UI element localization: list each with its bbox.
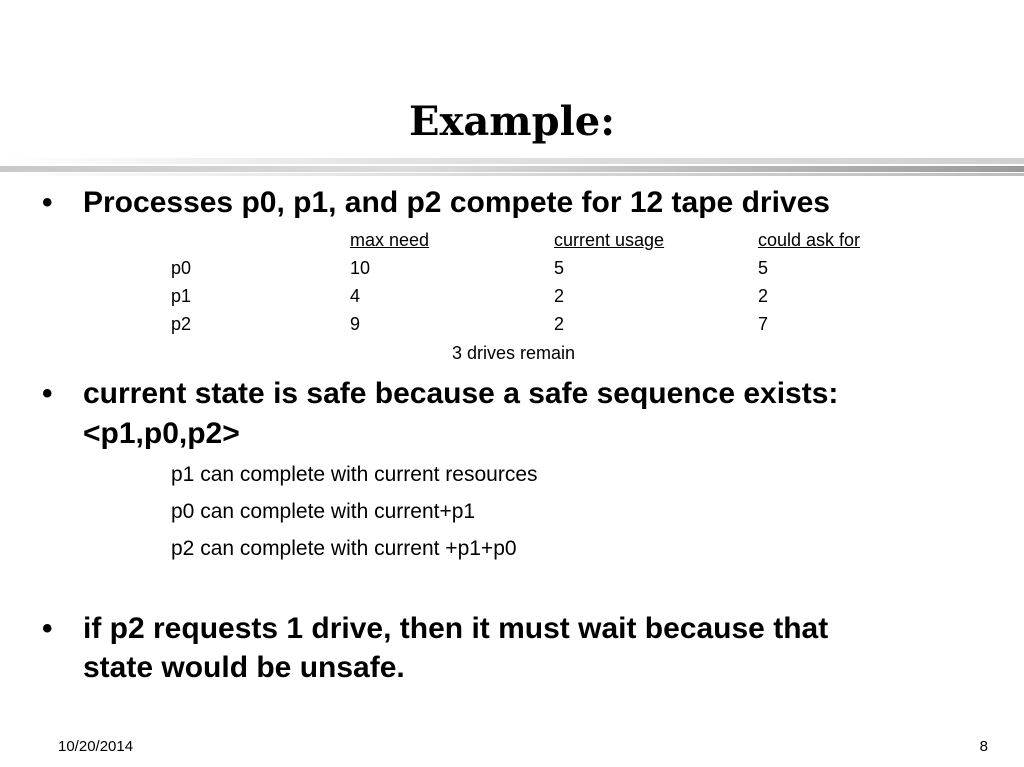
bullet-text-3-line-1: if p2 requests 1 drive, then it must wait because that (83, 612, 829, 645)
sub-item-2: p0 can complete with current+p1 (171, 500, 476, 523)
bullet-text-1: Processes p0, p1, and p2 compete for 12 tape drives (83, 186, 830, 219)
bullet-marker-2: • (42, 377, 53, 410)
table-cell-could-ask-for: 2 (758, 286, 769, 306)
bullet-text-2-line-2: <p1,p0,p2> (83, 417, 240, 450)
sub-item-1: p1 can complete with current resources (171, 463, 538, 486)
table-cell-current-usage: 2 (554, 286, 565, 306)
table-cell-process: p0 (171, 258, 192, 278)
table-cell-could-ask-for: 7 (758, 314, 769, 334)
title-divider (0, 158, 1024, 176)
table-cell-could-ask-for: 5 (758, 258, 769, 278)
table-cell-current-usage: 2 (554, 314, 565, 334)
table-cell-max-need: 4 (350, 286, 361, 306)
table-header-max-need: max need (350, 230, 430, 250)
footer-page-number: 8 (979, 738, 988, 755)
table-cell-process: p2 (171, 314, 192, 334)
table-note: 3 drives remain (452, 343, 576, 363)
bullet-text-2-line-1: current state is safe because a safe sequence exists: (83, 377, 839, 410)
table-cell-current-usage: 5 (554, 258, 565, 278)
slide-title: Example: (409, 98, 615, 145)
table-header-current-usage: current usage (554, 230, 665, 250)
table-header-could-ask-for: could ask for (758, 230, 861, 250)
table-cell-max-need: 10 (350, 258, 371, 278)
table-cell-process: p1 (171, 286, 192, 306)
table-cell-max-need: 9 (350, 314, 361, 334)
footer-date: 10/20/2014 (58, 738, 134, 755)
sub-item-3: p2 can complete with current +p1+p0 (171, 537, 517, 560)
bullet-text-3-line-2: state would be unsafe. (83, 651, 405, 684)
bullet-marker-3: • (42, 612, 53, 645)
bullet-marker-1: • (42, 186, 53, 219)
